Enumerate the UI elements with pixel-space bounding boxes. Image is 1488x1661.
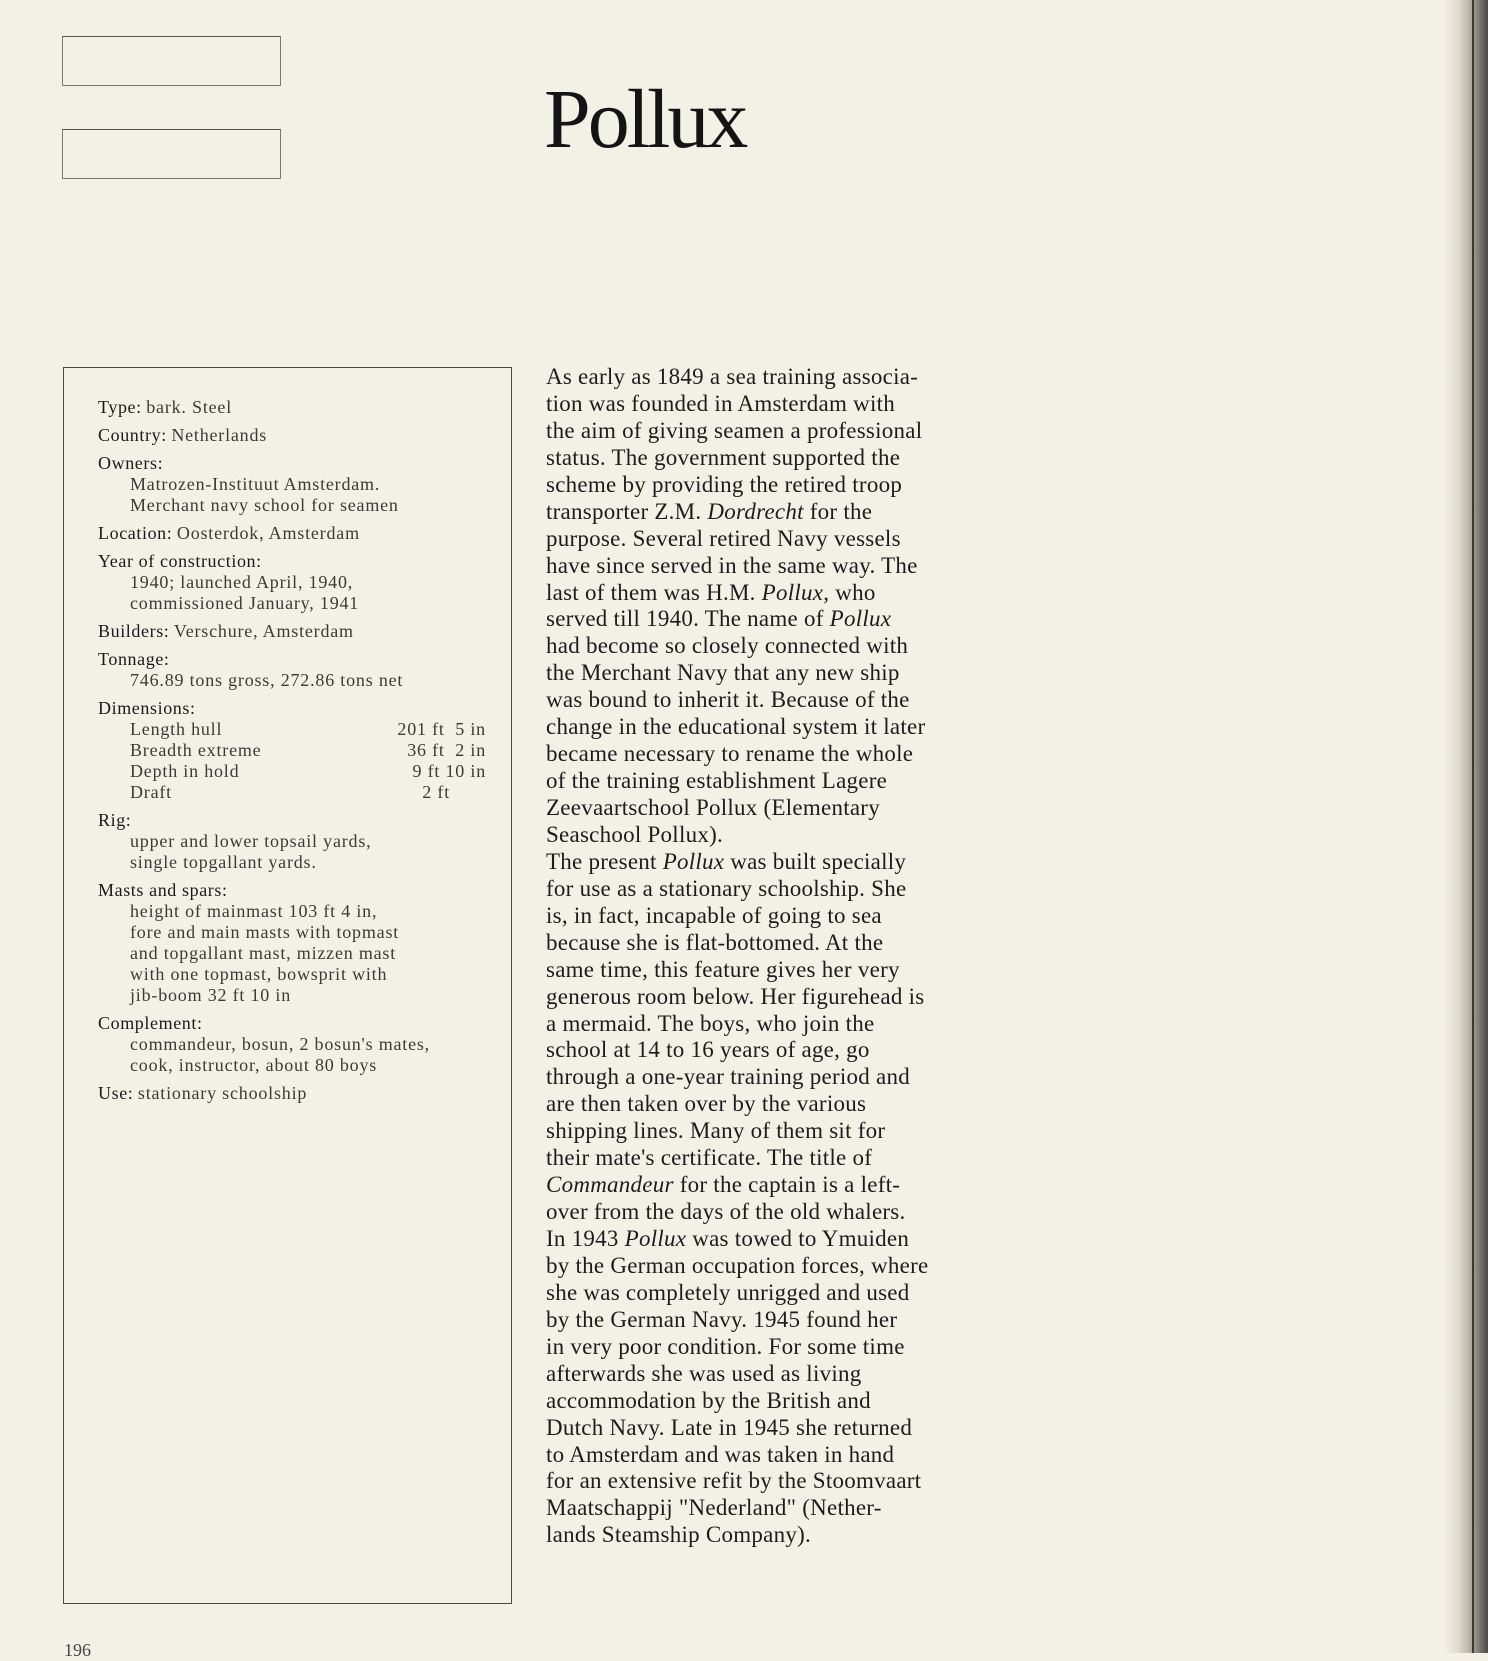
body-line: In 1943 Pollux was towed to Ymuiden bbox=[546, 1226, 910, 1251]
body-line: for use as a stationary schoolship. She bbox=[546, 875, 907, 901]
spec-label: Tonnage: bbox=[98, 649, 170, 669]
spec-label: Use: bbox=[98, 1083, 134, 1103]
spec-use bbox=[98, 1083, 498, 1104]
dimension-value: 9 ft 10 in bbox=[412, 761, 486, 781]
empty-frame-top bbox=[62, 36, 281, 86]
spec-line: Merchant navy school for seamen bbox=[130, 495, 399, 515]
spec-value: Oosterdok, Amsterdam bbox=[176, 523, 360, 543]
spec-list bbox=[98, 397, 498, 1111]
dimension-name: Length hull bbox=[130, 719, 223, 739]
spec-label: Rig: bbox=[98, 810, 132, 830]
body-line: Maatschappij "Nederland" (Nether- bbox=[546, 1495, 882, 1521]
body-line: of the training establishment Lagere bbox=[546, 768, 888, 794]
body-line: the Merchant Navy that any new ship bbox=[546, 660, 900, 686]
body-line: a mermaid. The boys, who join the bbox=[546, 1010, 875, 1036]
spec-builders bbox=[98, 621, 498, 642]
spec-tonnage bbox=[98, 649, 498, 691]
body-line: transporter Z.M. Dordrecht for the bbox=[546, 498, 873, 524]
spec-line: 746.89 tons gross, 272.86 tons net bbox=[130, 670, 404, 690]
spec-line: commissioned January, 1941 bbox=[130, 593, 360, 613]
body-line: are then taken over by the various bbox=[546, 1091, 867, 1117]
spec-label: Masts and spars: bbox=[98, 880, 228, 900]
body-line: school at 14 to 16 years of age, go bbox=[546, 1037, 870, 1063]
body-line: became necessary to rename the whole bbox=[546, 741, 914, 767]
body-line: is, in fact, incapable of going to sea bbox=[546, 902, 882, 928]
body-line: The present Pollux was built specially bbox=[546, 848, 907, 874]
article-body bbox=[546, 364, 986, 1549]
body-line: had become so closely connected with bbox=[546, 633, 909, 659]
spec-label: Owners: bbox=[98, 453, 164, 473]
dimension-row bbox=[98, 719, 498, 740]
body-line: in very poor condition. For some time bbox=[546, 1333, 905, 1359]
dimension-name: Breadth extreme bbox=[130, 740, 262, 760]
spec-label: Type: bbox=[98, 397, 142, 417]
body-line: purpose. Several retired Navy vessels bbox=[546, 525, 901, 551]
body-line: over from the days of the old whalers. bbox=[546, 1199, 906, 1225]
page-gutter-shadow bbox=[1444, 0, 1488, 1653]
body-line: tion was founded in Amsterdam with bbox=[546, 390, 895, 416]
spec-label: Builders: bbox=[98, 621, 170, 641]
body-line: have since served in the same way. The bbox=[546, 552, 918, 578]
body-line: Commandeur for the captain is a left- bbox=[546, 1172, 901, 1198]
spec-line: fore and main masts with topmast bbox=[130, 922, 400, 942]
spec-country bbox=[98, 425, 498, 446]
spec-line: with one topmast, bowsprit with bbox=[130, 964, 388, 984]
body-line: because she is flat-bottomed. At the bbox=[546, 929, 884, 955]
spec-complement bbox=[98, 1013, 498, 1076]
body-line: for an extensive refit by the Stoomvaart bbox=[546, 1468, 922, 1494]
body-line: same time, this feature gives her very bbox=[546, 956, 900, 982]
spec-location bbox=[98, 523, 498, 544]
dimension-name: Draft bbox=[130, 782, 172, 802]
body-line: last of them was H.M. Pollux, who bbox=[546, 579, 876, 605]
body-line: by the German Navy. 1945 found her bbox=[546, 1306, 898, 1332]
spec-type bbox=[98, 397, 498, 418]
dimension-value: 201 ft 5 in bbox=[397, 719, 486, 739]
dimension-row bbox=[98, 740, 498, 761]
body-line: the aim of giving seamen a professional bbox=[546, 417, 923, 443]
spec-label: Country: bbox=[98, 425, 167, 445]
spec-label: Location: bbox=[98, 523, 173, 543]
body-line: through a one-year training period and bbox=[546, 1064, 910, 1090]
body-line: shipping lines. Many of them sit for bbox=[546, 1118, 886, 1144]
body-line: their mate's certificate. The title of bbox=[546, 1145, 873, 1171]
dimension-row bbox=[98, 782, 498, 803]
body-line: Seaschool Pollux). bbox=[546, 821, 723, 847]
body-line: scheme by providing the retired troop bbox=[546, 471, 903, 497]
spec-rig bbox=[98, 810, 498, 873]
spec-label: Year of construction: bbox=[98, 551, 262, 571]
spec-line: height of mainmast 103 ft 4 in, bbox=[130, 901, 378, 921]
spec-label: Dimensions: bbox=[98, 698, 196, 718]
spec-label: Complement: bbox=[98, 1013, 203, 1033]
body-line: Dutch Navy. Late in 1945 she returned bbox=[546, 1414, 913, 1440]
dimension-row bbox=[98, 761, 498, 782]
body-line: status. The government supported the bbox=[546, 444, 901, 470]
body-line: by the German occupation forces, where bbox=[546, 1252, 929, 1278]
spec-line: 1940; launched April, 1940, bbox=[130, 572, 354, 592]
spec-dimensions bbox=[98, 698, 498, 803]
spec-value: Netherlands bbox=[171, 425, 268, 445]
page-title: Pollux bbox=[544, 73, 746, 167]
body-line: to Amsterdam and was taken in hand bbox=[546, 1441, 895, 1467]
body-line: generous room below. Her figurehead is bbox=[546, 983, 925, 1009]
dimension-value: 36 ft 2 in bbox=[407, 740, 486, 760]
body-line: served till 1940. The name of Pollux bbox=[546, 606, 892, 632]
body-line: was bound to inherit it. Because of the bbox=[546, 687, 910, 713]
spec-line: cook, instructor, about 80 boys bbox=[130, 1055, 378, 1075]
spec-line: commandeur, bosun, 2 bosun's mates, bbox=[130, 1034, 430, 1054]
dimension-value: 2 ft bbox=[422, 782, 450, 802]
spec-line: Matrozen-Instituut Amsterdam. bbox=[130, 474, 381, 494]
spec-value: bark. Steel bbox=[146, 397, 233, 417]
spec-line: and topgallant mast, mizzen mast bbox=[130, 943, 397, 963]
spec-owners bbox=[98, 453, 498, 516]
empty-frame-bottom bbox=[62, 129, 281, 179]
body-line: Zeevaartschool Pollux (Elementary bbox=[546, 795, 880, 820]
spec-year bbox=[98, 551, 498, 614]
dimension-name: Depth in hold bbox=[130, 761, 240, 781]
spec-value: Verschure, Amsterdam bbox=[173, 621, 354, 641]
body-line: As early as 1849 a sea training associa- bbox=[546, 364, 919, 389]
spec-line: upper and lower topsail yards, bbox=[130, 831, 372, 851]
body-line: accommodation by the British and bbox=[546, 1387, 871, 1413]
spec-line: single topgallant yards. bbox=[130, 852, 317, 872]
page-number: 196 bbox=[64, 1640, 91, 1660]
book-spine-line bbox=[1472, 0, 1474, 1653]
spec-value: stationary schoolship bbox=[137, 1083, 308, 1103]
body-line: lands Steamship Company). bbox=[546, 1522, 811, 1548]
spec-masts bbox=[98, 880, 498, 1006]
body-line: change in the educational system it later bbox=[546, 714, 926, 740]
body-line: afterwards she was used as living bbox=[546, 1360, 862, 1386]
body-line: she was completely unrigged and used bbox=[546, 1279, 910, 1305]
spec-line: jib-boom 32 ft 10 in bbox=[130, 985, 291, 1005]
